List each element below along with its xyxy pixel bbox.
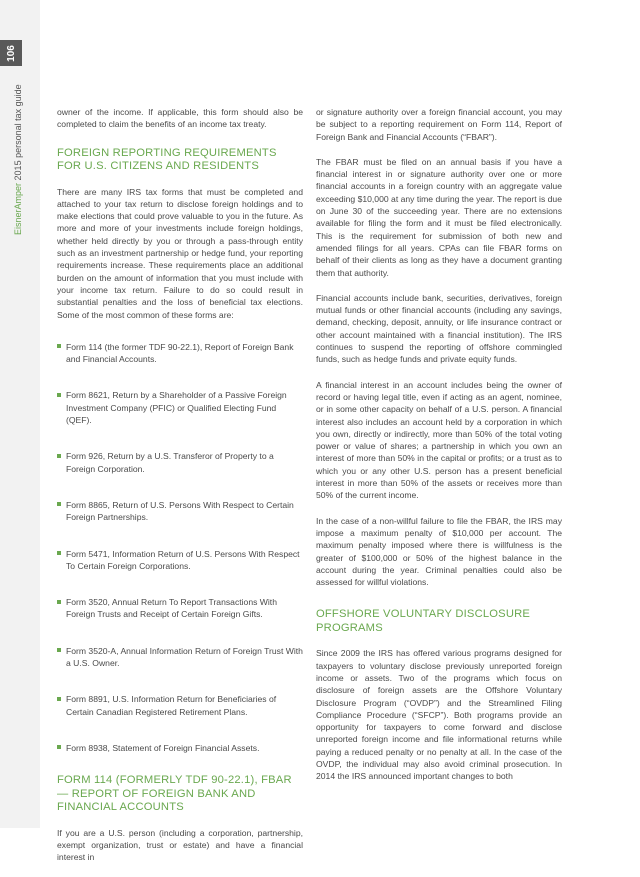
list-item bbox=[57, 645, 303, 670]
financial-interest-paragraph: A financial interest in an account includes being the owner of record or having legal title, even if acting as an agent, nominee, or in some other capacity on behalf of a U.S. person. A financial interest also includes an account held by a corporation in which you own, directly or indirectly, more than 50% of the total voting power or value of shares; a partnership in which you own an interest of more than 50% in the capital or profits; or a trust as to which you or any other U.S. person has a present beneficial interest in more than 50% of the assets or receives more than 50% of the current income. bbox=[316, 379, 562, 501]
form-114-paragraph: If you are a U.S. person (including a corporation, partnership, exempt organization, trust or estate) and have a financial interest in bbox=[57, 827, 303, 863]
intro-paragraph: owner of the income. If applicable, this form should also be completed to claim the benefits of an income tax treaty. bbox=[57, 107, 303, 130]
list-item-text: Form 5471, Information Return of U.S. Persons With Respect To Certain Foreign Corporations. bbox=[66, 548, 300, 571]
page-number bbox=[0, 40, 22, 66]
list-item bbox=[57, 389, 303, 426]
list-item bbox=[57, 450, 303, 475]
list-item-text: Form 8938, Statement of Foreign Financial Assets. bbox=[66, 742, 260, 753]
fbar-intro-paragraph: or signature authority over a foreign financial account, you may be subject to a reporting requirement on Form 114, Report of Foreign Bank and Financial Accounts (“FBAR”). bbox=[316, 107, 562, 142]
section-heading-form-114: FORM 114 (FORMERLY TDF 90-22.1), FBAR — REPORT OF FOREIGN BANK AND FINANCIAL ACCOUNTS bbox=[57, 774, 292, 814]
offshore-programs-paragraph: Since 2009 the IRS has offered various programs designed for taxpayers to voluntary disclose previously unreported foreign income or assets. Two of the programs which focus on disclosure of foreign assets are the Offshore Voluntary Disclosure Program (“OVDP”) and the Streamlined Filing Compliance Procedure (“SFCP”). Both programs provide an opportunity for taxpayers to come forward and disclose unreported foreign income and file informational returns while paying a reduced penalty or no penalty at all. In the case of the OVDP, the individual may also avoid criminal prosecution. In 2014 the IRS announced important changes to both bbox=[316, 648, 562, 782]
brand-name: EisnerAmper bbox=[13, 182, 23, 235]
running-head bbox=[11, 75, 25, 235]
bullet-icon bbox=[57, 697, 61, 701]
list-item-text: Form 8865, Return of U.S. Persons With Respect to Certain Foreign Partnerships. bbox=[66, 499, 294, 523]
foreign-reporting-paragraph: There are many IRS tax forms that must be completed and attached to your tax return to disclose foreign holdings and to make elections that could prove valuable to you in the future. As more and more of your investments include foreign holdings, whether held directly by you or through a pass-through entity such as an investment partnership or hedge fund, your reporting requirements increase. These requirements place an additional burden on the amount of information that you must include with your income tax return. Failure to do so could result in substantial penalties and the loss of beneficial tax elections. Some of the most common of these forms are: bbox=[57, 186, 303, 320]
bullet-icon bbox=[57, 648, 61, 652]
section-heading-offshore-programs: OFFSHORE VOLUNTARY DISCLOSURE PROGRAMS bbox=[316, 608, 531, 634]
financial-accounts-paragraph: Financial accounts include bank, securities, derivatives, foreign mutual funds or other financial accounts (including any savings, demand, checking, deposit, annuity, or life insurance contract or other account maintained with a financial institution). The IRS continues to suspend the reporting of offshore commingled funds, such as hedge funds and private equity funds. bbox=[316, 292, 562, 365]
list-item bbox=[57, 693, 303, 718]
bullet-icon bbox=[57, 454, 61, 458]
forms-list bbox=[57, 341, 303, 754]
list-item bbox=[57, 742, 303, 754]
guide-title: 2015 personal tax guide bbox=[13, 84, 23, 181]
bullet-icon bbox=[57, 344, 61, 348]
left-column bbox=[57, 106, 303, 877]
list-item-text: Form 3520, Annual Return To Report Transactions With Foreign Trusts and Receipt of Certain Foreign Gifts. bbox=[66, 597, 277, 620]
list-item bbox=[57, 499, 303, 524]
page-number-text: 106 bbox=[5, 44, 17, 62]
fbar-filing-paragraph: The FBAR must be filed on an annual basis if you have a financial interest in or signature authority over one or more financial accounts in a foreign country with an aggregate value exceeding $10,000 at any time during the year. The report is due on June 30 of the succeeding year. There are no extensions available for filing the form and it must be filed electronically. This is the requirement for submission of both new and amended filings for all years. CPAs can file FBAR forms on behalf of their clients as long as they have a document granting them that authority. bbox=[316, 156, 562, 278]
bullet-icon bbox=[57, 502, 61, 506]
list-item bbox=[57, 596, 303, 621]
sidebar bbox=[0, 0, 40, 828]
list-item-text: Form 8621, Return by a Shareholder of a Passive Foreign Investment Company (PFIC) or Qualified Electing Fund (QEF). bbox=[66, 390, 287, 426]
list-item bbox=[57, 548, 303, 573]
bullet-icon bbox=[57, 551, 61, 555]
list-item-text: Form 114 (the former TDF 90-22.1), Report of Foreign Bank and Financial Accounts. bbox=[66, 341, 294, 365]
bullet-icon bbox=[57, 600, 61, 604]
list-item bbox=[57, 341, 303, 366]
section-heading-foreign-reporting: FOREIGN REPORTING REQUIREMENTS FOR U.S. CITIZENS AND RESIDENTS bbox=[57, 146, 277, 173]
list-item-text: Form 8891, U.S. Information Return for Beneficiaries of Certain Canadian Registered Retirement Plans. bbox=[66, 694, 277, 717]
right-column bbox=[316, 106, 562, 796]
penalty-paragraph: In the case of a non-willful failure to file the FBAR, the IRS may impose a maximum penalty of $10,000 per account. The maximum penalty imposed where there is willfulness is the greater of $100,000 or 50% of the highest balance in the account during the year. Criminal penalties could also be assessed for willful violations. bbox=[316, 515, 562, 588]
list-item-text: Form 3520-A, Annual Information Return of Foreign Trust With a U.S. Owner. bbox=[66, 645, 303, 669]
list-item-text: Form 926, Return by a U.S. Transferor of Property to a Foreign Corporation. bbox=[66, 451, 274, 474]
bullet-icon bbox=[57, 393, 61, 397]
bullet-icon bbox=[57, 745, 61, 749]
